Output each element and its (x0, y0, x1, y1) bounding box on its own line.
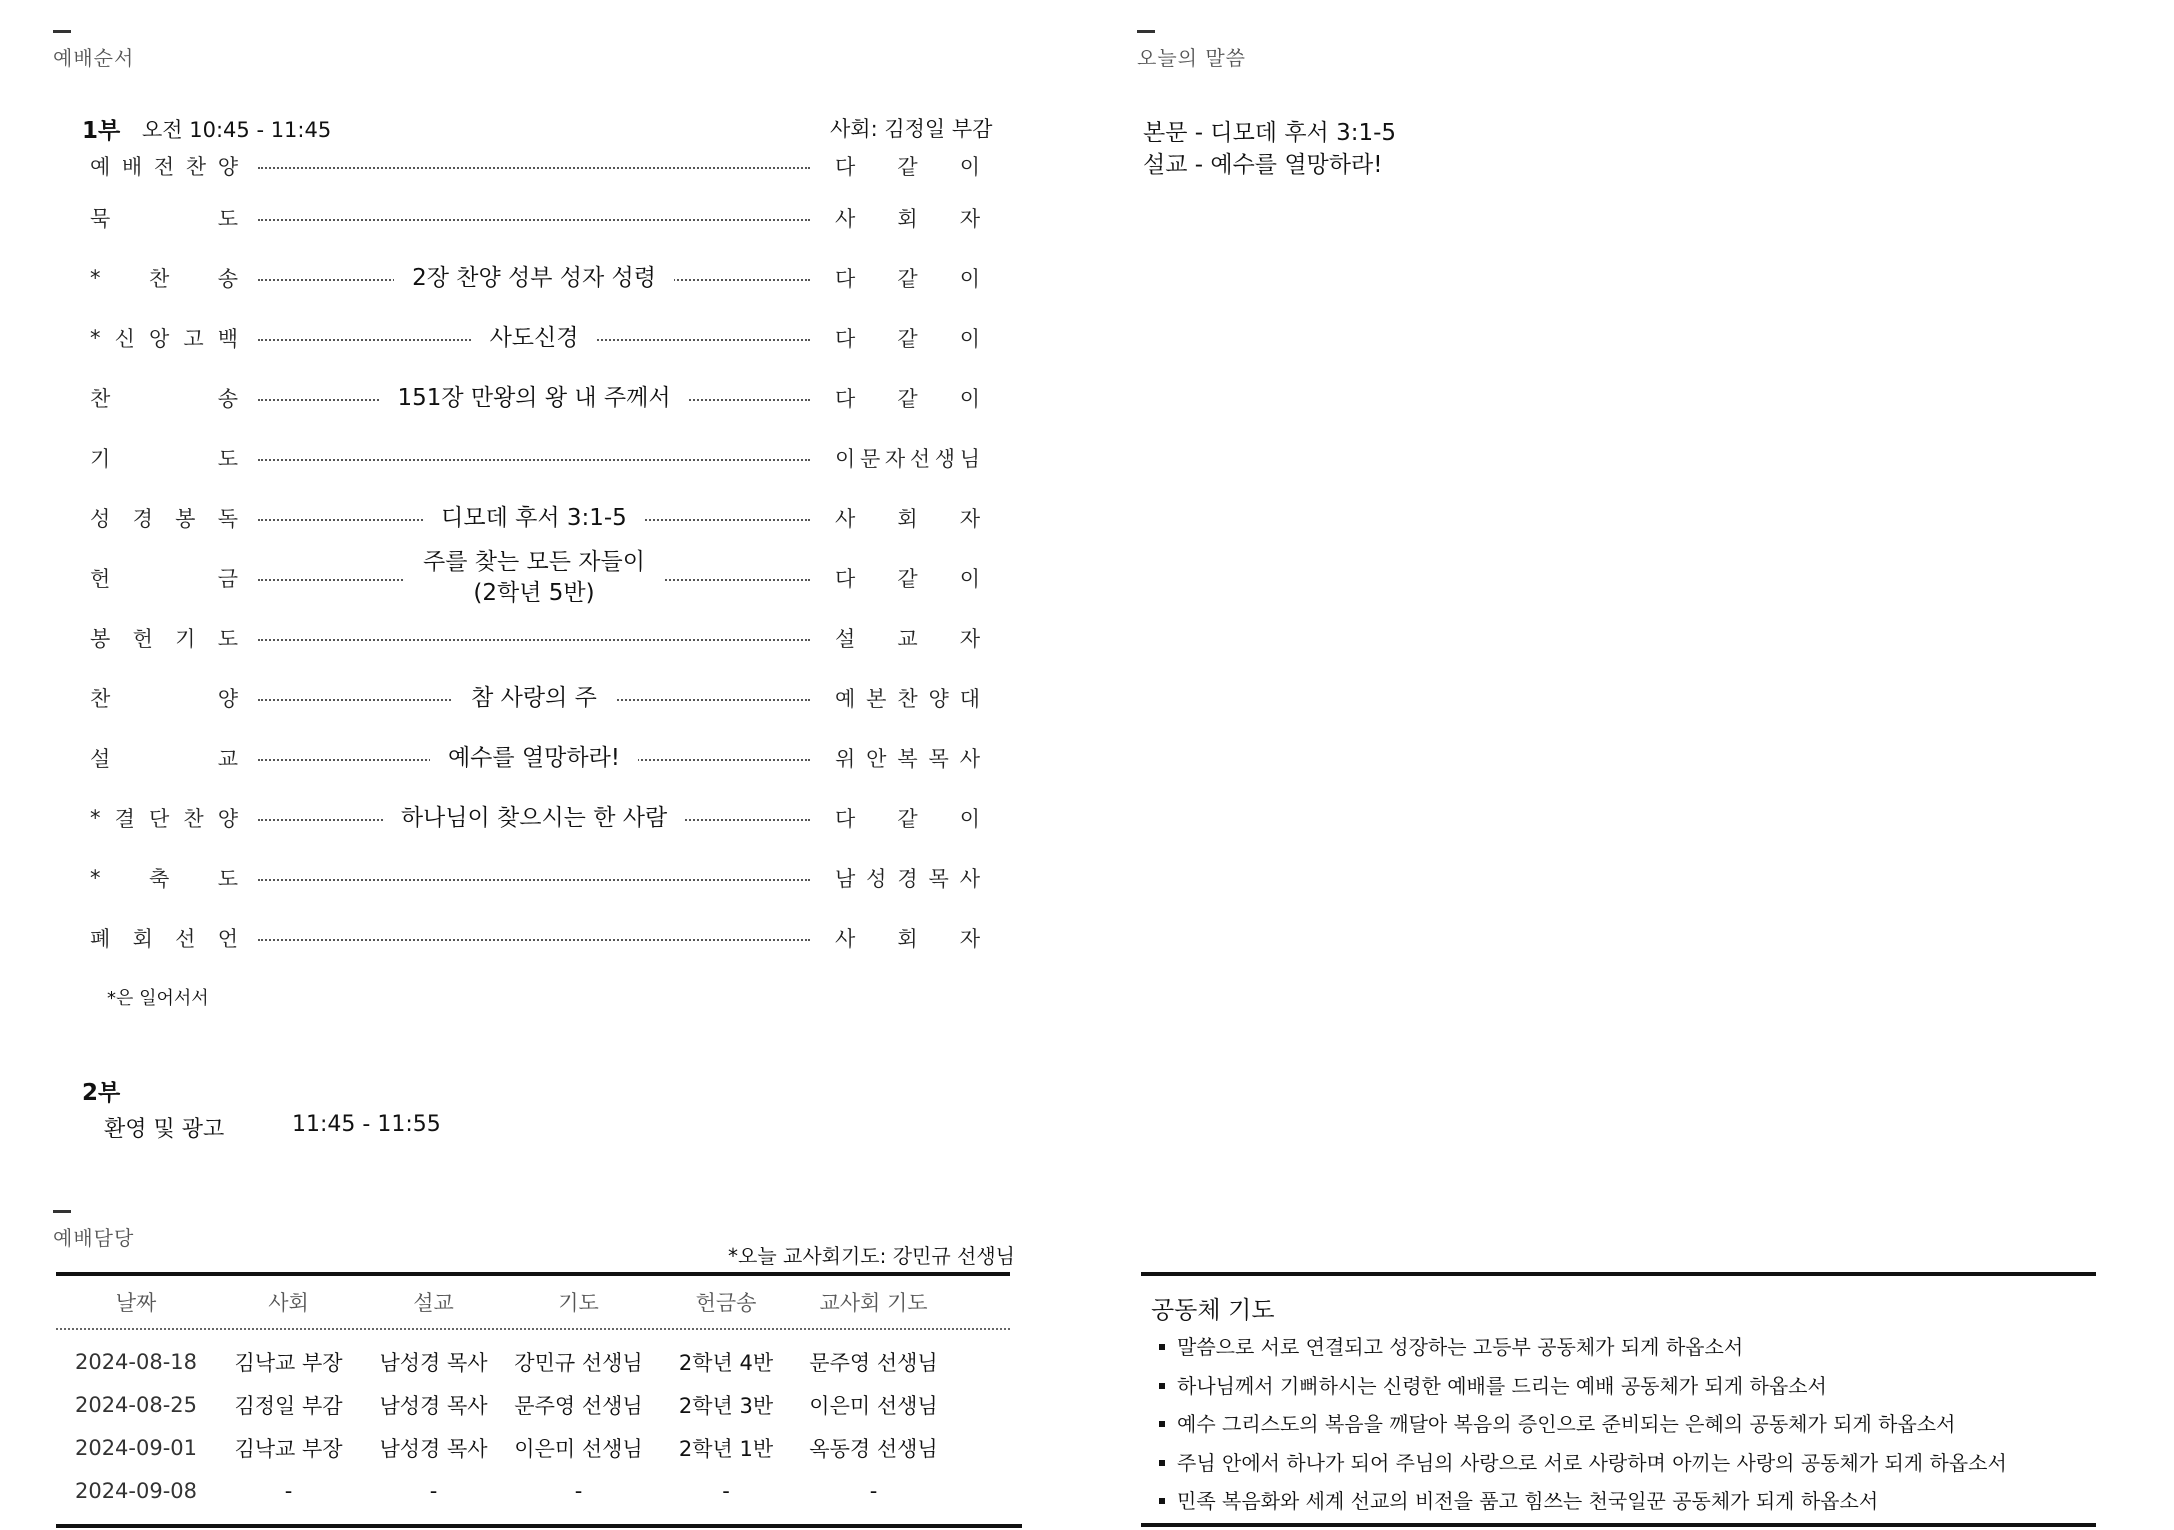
order-item-leader: 위 안 복 목 사 (835, 747, 980, 771)
table-cell: 2024-08-18 (74, 1349, 198, 1374)
prayer-item: 민족 복음화와 세계 선교의 비전을 품고 힘쓰는 천국일꾼 공동체가 되게 하옵소서 (1141, 1482, 2096, 1521)
order-item-leader: 다 같 이 (835, 155, 980, 179)
order-item-content: 사도신경 (258, 316, 810, 360)
table-header-cell: 교사회 기도 (819, 1291, 928, 1315)
part2-label: 2부 (82, 1080, 121, 1106)
order-row (90, 436, 980, 480)
table-cell: - (869, 1478, 878, 1503)
section-rule (1137, 30, 1155, 33)
order-row (90, 496, 980, 540)
prayer-top-rule (1141, 1272, 2096, 1276)
order-item-label: 기 도 (90, 447, 238, 471)
dotted-leader (258, 167, 810, 169)
order-item-label: 찬 송 (90, 387, 238, 411)
order-item-leader: 다 같 이 (835, 567, 980, 591)
table-row (56, 1469, 1010, 1512)
order-item-label: 예 배 전 찬 양 (90, 155, 238, 179)
standing-note: *은 일어서서 (107, 988, 209, 1009)
table-cell: 김낙교 부장 (234, 1350, 343, 1375)
table-cell: 2학년 4반 (678, 1350, 774, 1375)
table-cell: 2024-08-25 (74, 1392, 198, 1417)
table-row (56, 1340, 1010, 1383)
table-cell: - (722, 1478, 730, 1503)
table-header (56, 1276, 1010, 1330)
table-cell: - (429, 1478, 438, 1503)
dotted-leader (258, 219, 810, 221)
dotted-leader (258, 459, 810, 461)
order-item-leader: 사 회 자 (835, 507, 980, 531)
order-row (90, 196, 980, 240)
dotted-leader (258, 879, 810, 881)
table-cell: 남성경 목사 (379, 1350, 488, 1375)
prayer-bottom-rule (1141, 1523, 2096, 1527)
order-item-content: 참 사랑의 주 (258, 676, 810, 720)
prayer-title: 공동체 기도 (1151, 1296, 1275, 1324)
order-item-leader: 이 문 자 선 생 님 (835, 447, 980, 471)
teacher-prayer-note: *오늘 교사회기도: 강민규 선생님 (728, 1244, 1015, 1268)
table-cell: 남성경 목사 (379, 1393, 488, 1418)
order-row (90, 316, 980, 360)
table-header-cell: 날짜 (115, 1291, 157, 1315)
order-row (90, 376, 980, 420)
order-item-label: * 축 도 (90, 866, 238, 891)
order-section-title: 예배순서 (53, 46, 135, 70)
order-row (90, 916, 980, 960)
order-item-label: * 신 앙 고 백 (90, 326, 238, 351)
table-cell: 2학년 3반 (678, 1393, 774, 1418)
order-row (90, 616, 980, 660)
table-cell: - (284, 1478, 293, 1503)
order-item-leader: 예 본 찬 양 대 (835, 687, 980, 711)
order-item-label: 묵 도 (90, 207, 238, 231)
table-cell: 강민규 선생님 (514, 1350, 643, 1375)
order-row (90, 796, 980, 840)
table-cell: 옥동경 선생님 (809, 1436, 938, 1461)
table-cell: 2024-09-01 (74, 1435, 198, 1460)
word-section-title: 오늘의 말씀 (1137, 46, 1246, 70)
section-rule (53, 1210, 71, 1213)
table-body (56, 1330, 1010, 1512)
order-row (90, 676, 980, 720)
scripture-text: 본문 - 디모데 후서 3:1-5 (1143, 120, 1397, 146)
table-row (56, 1383, 1010, 1426)
order-item-content: 예수를 열망하라! (258, 736, 810, 780)
sermon-title: 설교 - 예수를 열망하라! (1143, 152, 1383, 178)
prayer-item: 하나님께서 기뻐하시는 신령한 예배를 드리는 예배 공동체가 되게 하옵소서 (1141, 1367, 2096, 1406)
duty-table (56, 1272, 1010, 1528)
order-item-label: * 찬 송 (90, 266, 238, 291)
order-item-leader: 다 같 이 (835, 807, 980, 831)
prayer-item: 예수 그리스도의 복음을 깨달아 복음의 증인으로 준비되는 은혜의 공동체가 되게 하옵소서 (1141, 1405, 2096, 1444)
order-item-leader: 다 같 이 (835, 387, 980, 411)
section-rule (53, 30, 71, 33)
part2-time: 11:45 - 11:55 (292, 1112, 441, 1137)
prayer-box (1141, 1272, 2096, 1527)
order-item-content: 주를 찾는 모든 자들이 (2학년 5반) (258, 556, 810, 600)
order-row (90, 256, 980, 300)
table-header-cell: 헌금송 (695, 1291, 757, 1315)
order-item-label: 헌 금 (90, 567, 238, 591)
order-item-label: 폐 회 선 언 (90, 927, 238, 951)
table-cell: 문주영 선생님 (809, 1350, 938, 1375)
part2-item: 환영 및 광고 (104, 1117, 225, 1142)
order-item-label: * 결 단 찬 양 (90, 806, 238, 831)
prayer-list (1141, 1328, 2096, 1521)
order-item-content: 디모데 후서 3:1-5 (258, 496, 810, 540)
prayer-item: 주님 안에서 하나가 되어 주님의 사랑으로 서로 사랑하며 아끼는 사랑의 공동체가 되게 하옵소서 (1141, 1444, 2096, 1483)
table-cell: 남성경 목사 (379, 1436, 488, 1461)
order-item-leader: 다 같 이 (835, 267, 980, 291)
order-row (90, 856, 980, 900)
table-cell: 2학년 1반 (678, 1436, 774, 1461)
prayer-item: 말씀으로 서로 연결되고 성장하는 고등부 공동체가 되게 하옵소서 (1141, 1328, 2096, 1367)
table-cell: 김낙교 부장 (234, 1436, 343, 1461)
part1-label: 1부 (82, 118, 121, 144)
table-cell: 이은미 선생님 (809, 1393, 938, 1418)
order-item-label: 설 교 (90, 747, 238, 771)
table-cell: 이은미 선생님 (514, 1436, 643, 1461)
table-cell: - (574, 1478, 583, 1503)
table-header-cell: 설교 (413, 1291, 454, 1315)
duty-section-title: 예배담당 (53, 1226, 135, 1250)
order-item-content: 151장 만왕의 왕 내 주께서 (258, 376, 810, 420)
order-item-leader: 설 교 자 (835, 627, 980, 651)
order-row (90, 736, 980, 780)
order-item-label: 성 경 봉 독 (90, 507, 238, 531)
order-item-content: 하나님이 찾으시는 한 사람 (258, 796, 810, 840)
table-cell: 2024-09-08 (74, 1478, 198, 1503)
table-cell: 문주영 선생님 (514, 1393, 643, 1418)
table-bottom-rule (56, 1524, 1022, 1528)
table-header-cell: 사회 (268, 1291, 309, 1315)
table-header-cell: 기도 (558, 1291, 599, 1315)
part1-time: 오전 10:45 - 11:45 (142, 118, 332, 142)
order-row (90, 144, 980, 188)
order-item-leader: 사 회 자 (835, 207, 980, 231)
dotted-leader (258, 639, 810, 641)
part1-host: 사회: 김정일 부감 (830, 117, 993, 141)
dotted-leader (258, 939, 810, 941)
order-item-leader: 남 성 경 목 사 (835, 867, 980, 891)
order-item-leader: 사 회 자 (835, 927, 980, 951)
table-row (56, 1426, 1010, 1469)
order-item-label: 봉 헌 기 도 (90, 627, 238, 651)
table-cell: 김정일 부감 (234, 1393, 343, 1418)
order-item-content: 2장 찬양 성부 성자 성령 (258, 256, 810, 300)
order-row (90, 549, 980, 606)
order-item-leader: 다 같 이 (835, 327, 980, 351)
order-item-label: 찬 양 (90, 687, 238, 711)
